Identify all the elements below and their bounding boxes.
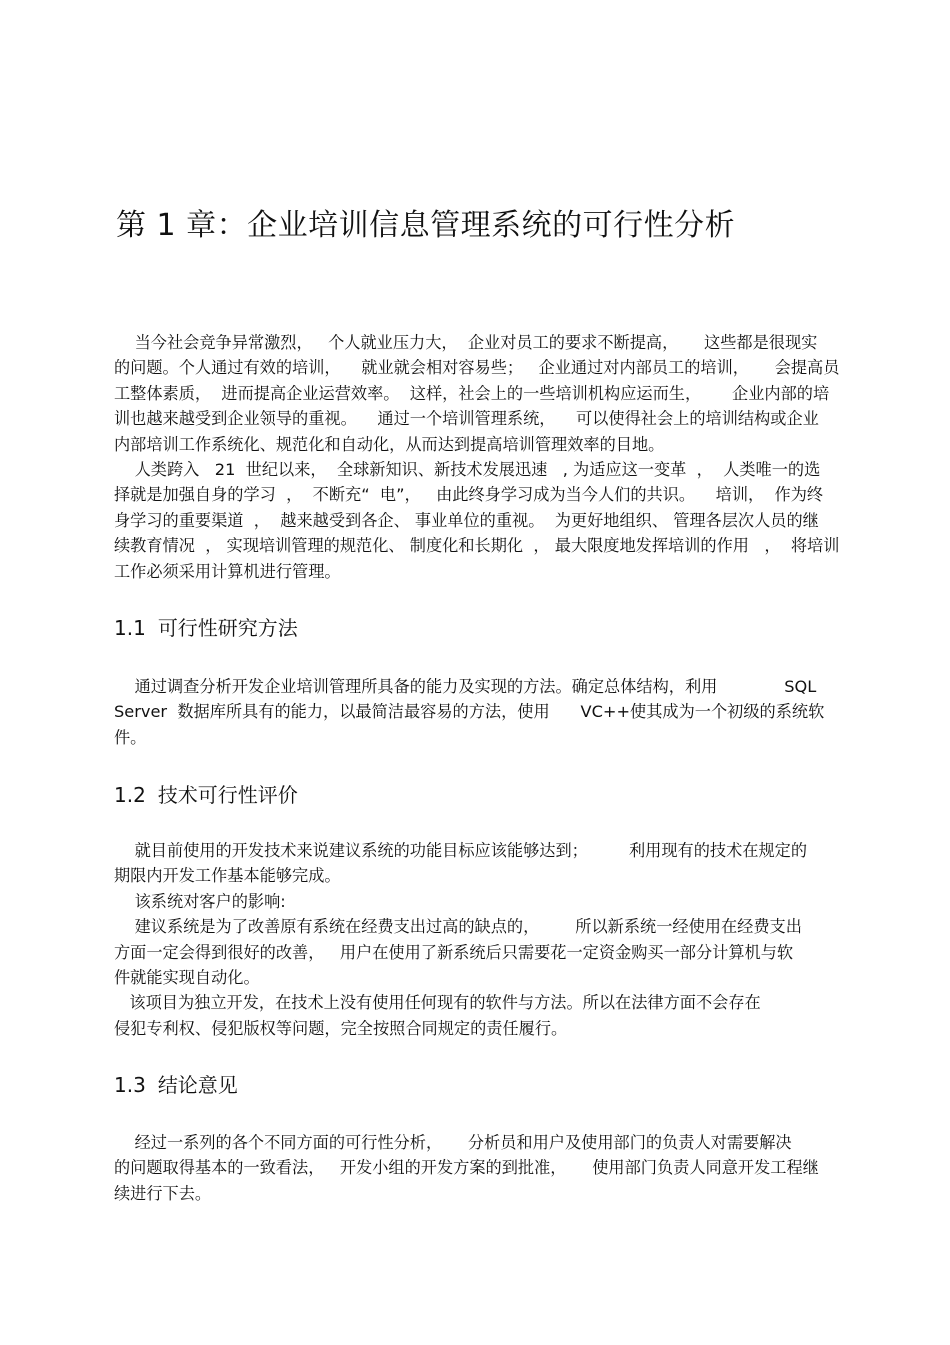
text-line: 件。 — [114, 727, 147, 747]
text-line: 期限内开发工作基本能够完成。 — [114, 866, 341, 886]
text-line: 该系统对客户的影响: — [114, 891, 286, 911]
intro-paragraph-2 — [114, 457, 894, 584]
text-line: 当今社会竞争异常激烈， 个人就业压力大， 企业对员工的要求不断提高， 这些都是很现实 — [114, 333, 818, 352]
section-number: 1.1 — [114, 616, 146, 640]
section-title: 可行性研究方法 — [157, 616, 298, 640]
text-line: 择就是加强自身的学习 ， 不断充“ 电”， 由此终身学习成为当今人们的共识。 培训， 作为终 — [114, 485, 824, 505]
text-line: 经过一系列的各个不同方面的可行性分析， 分析员和用户及使用部门的负责人对需要解决 — [114, 1133, 792, 1152]
text-line: 人类跨入 21 世纪以来， 全球新知识、新技术发展迅速 , 为适应这一变革 ， 人类唯一的选 — [114, 460, 821, 479]
text-line: Server 数据库所具有的能力，以最简洁最容易的方法，使用 VC++使其成为一个初级的系统软 — [114, 702, 825, 722]
text-line: 就目前使用的开发技术来说建议系统的功能目标应该能够达到； 利用现有的技术在规定的 — [114, 841, 808, 860]
text-line: 的问题。个人通过有效的培训， 就业就会相对容易些； 企业通过对内部员工的培训， 会提高员 — [114, 358, 840, 378]
text-line: 方面一定会得到很好的改善， 用户在使用了新系统后只需要花一定资金购买一部分计算机与软 — [114, 942, 794, 962]
section-title: 技术可行性评价 — [157, 783, 298, 807]
text-line: 工整体素质， 进而提高企业运营效率。 这样，社会上的一些培训机构应运而生， 企业内部的培 — [114, 383, 830, 403]
section-heading-1-1 — [114, 614, 298, 642]
text-line: 内部培训工作系统化、规范化和自动化，从而达到提高培训管理效率的目地。 — [114, 434, 665, 454]
text-line: 的问题取得基本的一致看法， 开发小组的开发方案的到批准， 使用部门负责人同意开发工程继 — [114, 1158, 819, 1178]
text-line: 身学习的重要渠道 ， 越来越受到各企、 事业单位的重视。 为更好地组织、 管理各层次人员的继 — [114, 510, 819, 530]
text-line: 续进行下去。 — [114, 1183, 212, 1203]
intro-paragraph-1 — [114, 330, 894, 457]
text-line: 续教育情况 ， 实现培训管理的规范化、 制度化和长期化 ， 最大限度地发挥培训的作用 ， 将培训 — [114, 536, 840, 556]
text-line: 工作必须采用计算机进行管理。 — [114, 561, 341, 581]
section-title: 结论意见 — [157, 1073, 238, 1097]
section-1-3-body — [114, 1130, 894, 1206]
text-line: 训也越来越受到企业领导的重视。 通过一个培训管理系统， 可以使得社会上的培训结构或企业 — [114, 409, 819, 429]
text-line: 该项目为独立开发，在技术上没有使用任何现有的软件与方法。所以在法律方面不会存在 — [114, 993, 761, 1013]
section-1-2-body — [114, 838, 894, 1041]
text-line: 通过调查分析开发企业培训管理所具备的能力及实现的方法。确定总体结构，利用 SQL — [114, 677, 817, 696]
section-heading-1-3 — [114, 1071, 238, 1099]
text-line: 件就能实现自动化。 — [114, 967, 260, 987]
section-1-1-body — [114, 674, 894, 750]
section-number: 1.3 — [114, 1073, 146, 1097]
section-number: 1.2 — [114, 783, 146, 807]
section-heading-1-2 — [114, 781, 298, 809]
chapter-title: 第 1 章：企业培训信息管理系统的可行性分析 — [116, 208, 736, 243]
text-line: 建议系统是为了改善原有系统在经费支出过高的缺点的， 所以新系统一经使用在经费支出 — [114, 917, 802, 937]
text-line: 侵犯专利权、侵犯版权等问题，完全按照合同规定的责任履行。 — [114, 1018, 568, 1038]
